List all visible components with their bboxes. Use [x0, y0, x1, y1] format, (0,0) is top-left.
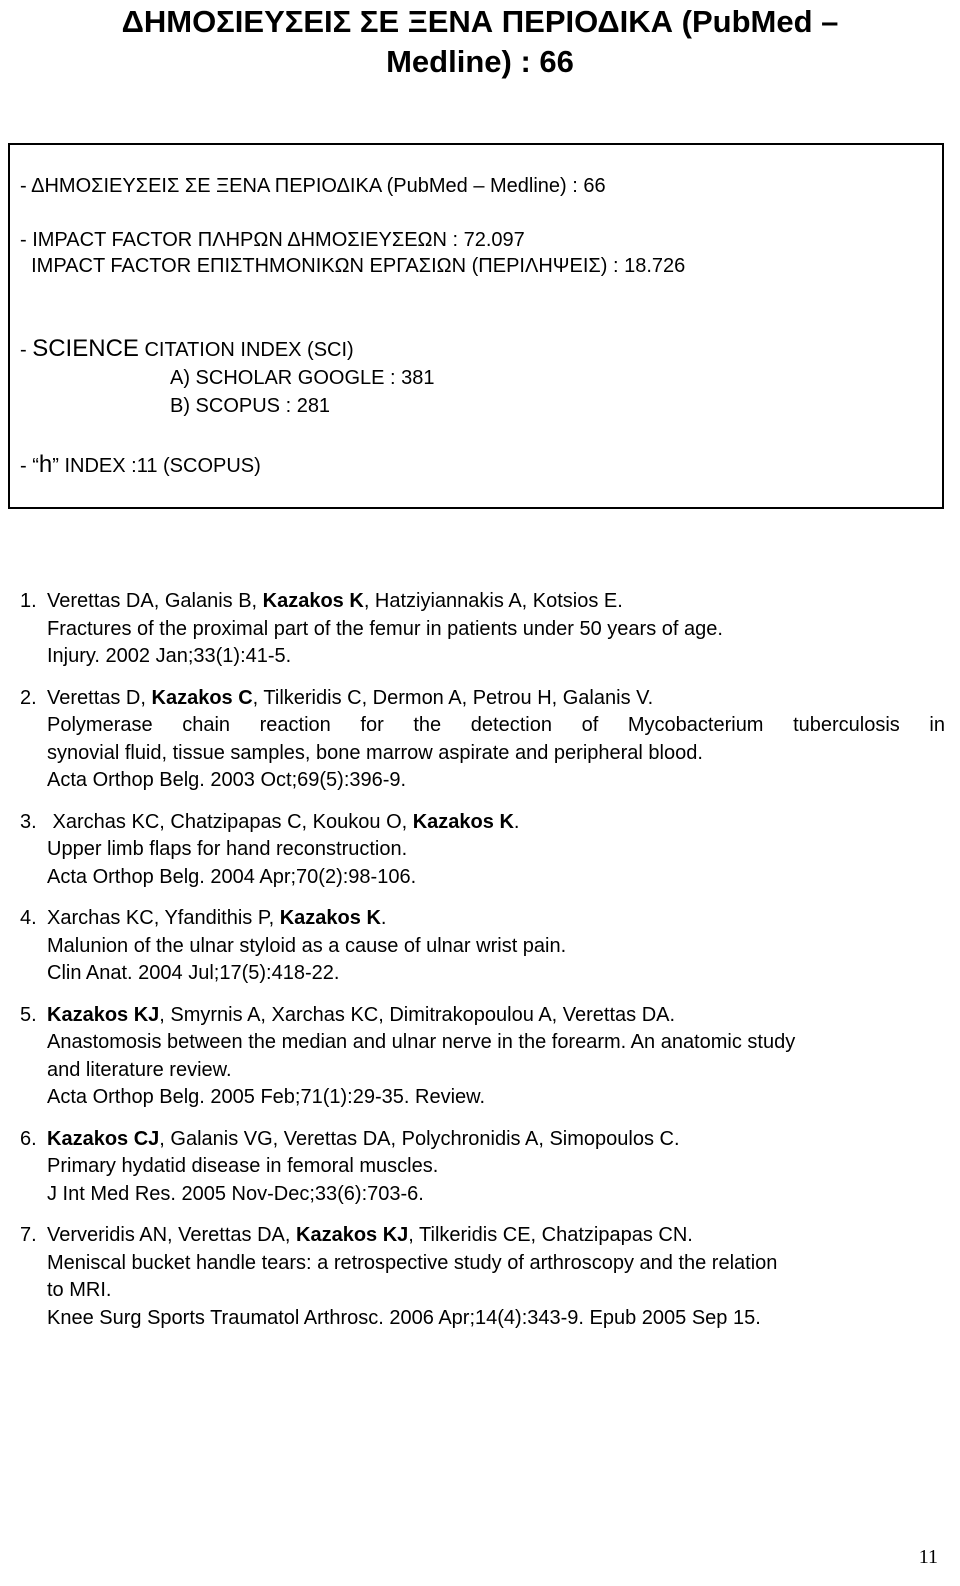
publication-citation: Clin Anat. 2004 Jul;17(5):418-22.	[47, 962, 340, 984]
h-prefix: - “	[20, 455, 39, 477]
page-number: 11	[918, 1546, 938, 1568]
summary-scholar-google: A) SCHOLAR GOOGLE : 381	[170, 367, 435, 389]
publication-number: 3.	[20, 810, 37, 833]
sci-rest: CITATION INDEX (SCI)	[138, 339, 354, 361]
authors-text: , Tilkeridis CE, Chatzipapas CN.	[408, 1224, 693, 1246]
publication-title-line: Polymerase chain reaction for the detection of Mycobacterium tuberculosis in	[47, 714, 945, 736]
publication-number: 4.	[20, 907, 37, 929]
publication-authors	[47, 905, 945, 933]
publication-item	[20, 1222, 945, 1332]
summary-sci-heading	[20, 335, 354, 363]
summary-publications-count: - ΔΗΜΟΣΙΕΥΣΕΙΣ ΣΕ ΞΕΝΑ ΠΕΡΙΟΔΙΚΑ (PubMed – Medline) : 66	[20, 175, 606, 197]
publication-item	[20, 809, 945, 892]
title-line-1: ΔΗΜΟΣΙΕΥΣΕΙΣ ΣΕ ΞΕΝΑ ΠΕΡΙΟΔΙΚΑ (PubMed –	[121, 4, 839, 39]
authors-text: Verettas D,	[47, 686, 152, 709]
authors-text: , Smyrnis A, Xarchas KC, Dimitrakopoulou A, Verettas DA.	[159, 1003, 676, 1026]
publication-citation: J Int Med Res. 2005 Nov-Dec;33(6):703-6.	[47, 1182, 424, 1205]
authors-highlight: Kazakos KJ	[296, 1224, 409, 1246]
authors-highlight: Kazakos K	[412, 810, 514, 833]
authors-text: , Tilkeridis C, Dermon A, Petrou H, Galanis V.	[252, 686, 654, 709]
authors-text: , Galanis VG, Verettas DA, Polychronidis A, Simopoulos C.	[159, 1127, 680, 1150]
authors-highlight: Kazakos KJ	[47, 1003, 160, 1026]
publication-citation: Acta Orthop Belg. 2004 Apr;70(2):98-106.	[47, 865, 417, 888]
publication-title-line: Anastomosis between the median and ulnar nerve in the forearm. An anatomic study	[47, 1031, 796, 1053]
authors-text: Verettas DA, Galanis B,	[47, 590, 263, 612]
publication-title-line: synovial fluid, tissue samples, bone marrow aspirate and peripheral blood.	[47, 741, 703, 764]
publication-authors	[47, 1222, 945, 1250]
authors-text: , Hatziyiannakis A, Kotsios E.	[363, 590, 623, 612]
authors-text: Ververidis AN, Verettas DA,	[47, 1224, 296, 1246]
publication-item	[20, 588, 945, 671]
publication-item	[20, 1002, 945, 1112]
publication-title-line: and literature review.	[47, 1058, 232, 1081]
authors-highlight: Kazakos K	[262, 590, 364, 612]
authors-text: .	[380, 907, 387, 929]
publication-item	[20, 1126, 945, 1209]
publication-title: Upper limb flaps for hand reconstruction.	[47, 838, 408, 860]
publication-authors	[47, 809, 945, 837]
publication-number: 5.	[20, 1003, 37, 1026]
publication-list	[20, 588, 945, 1346]
title-line-2: Medline) : 66	[386, 44, 574, 79]
summary-box	[8, 143, 944, 509]
publication-authors	[47, 685, 945, 713]
publication-title: Fractures of the proximal part of the femur in patients under 50 years of age.	[47, 617, 723, 640]
authors-highlight: Kazakos CJ	[47, 1127, 160, 1150]
publication-item	[20, 685, 945, 795]
publication-number: 6.	[20, 1127, 37, 1150]
publication-number: 1.	[20, 590, 37, 612]
publication-number: 7.	[20, 1224, 37, 1246]
publication-citation: Knee Surg Sports Traumatol Arthrosc. 2006 Apr;14(4):343-9. Epub 2005 Sep 15.	[47, 1306, 761, 1329]
publication-item	[20, 905, 945, 988]
authors-text: Xarchas KC, Yfandithis P,	[47, 907, 280, 929]
publication-title-line: to MRI.	[47, 1279, 112, 1301]
sci-word: SCIENCE	[32, 335, 139, 362]
publication-number: 2.	[20, 686, 37, 709]
publication-citation: Acta Orthop Belg. 2005 Feb;71(1):29-35. Review.	[47, 1086, 486, 1108]
summary-h-index	[20, 451, 261, 479]
publication-title: Malunion of the ulnar styloid as a cause of ulnar wrist pain.	[47, 934, 567, 957]
summary-impact-factor-abstracts: IMPACT FACTOR ΕΠΙΣΤΗΜΟΝΙΚΩΝ ΕΡΓΑΣΙΩΝ (ΠΕΡΙΛΗΨΕΙΣ) : 18.726	[20, 255, 686, 277]
authors-text: Xarchas KC, Chatzipapas C, Koukou O,	[47, 810, 413, 833]
publication-citation: Injury. 2002 Jan;33(1):41-5.	[47, 645, 292, 667]
summary-impact-factor-full: - IMPACT FACTOR ΠΛΗΡΩΝ ΔΗΜΟΣΙΕΥΣΕΩΝ : 72.097	[20, 229, 525, 251]
publication-title: Primary hydatid disease in femoral muscles.	[47, 1155, 439, 1177]
h-rest: ” INDEX :11 (SCOPUS)	[52, 455, 261, 477]
authors-highlight: Kazakos C	[151, 686, 253, 709]
authors-highlight: Kazakos K	[279, 907, 381, 929]
publication-authors	[47, 588, 945, 616]
authors-text: .	[513, 810, 520, 833]
publication-title-line: Meniscal bucket handle tears: a retrospective study of arthroscopy and the relation	[47, 1251, 778, 1274]
sci-prefix: -	[20, 339, 33, 361]
summary-scopus: B) SCOPUS : 281	[170, 395, 331, 417]
h-letter: h	[38, 451, 53, 478]
publication-citation: Acta Orthop Belg. 2003 Oct;69(5):396-9.	[47, 769, 407, 791]
page-title	[0, 2, 960, 82]
publication-authors	[47, 1002, 945, 1030]
publication-authors	[47, 1126, 945, 1154]
